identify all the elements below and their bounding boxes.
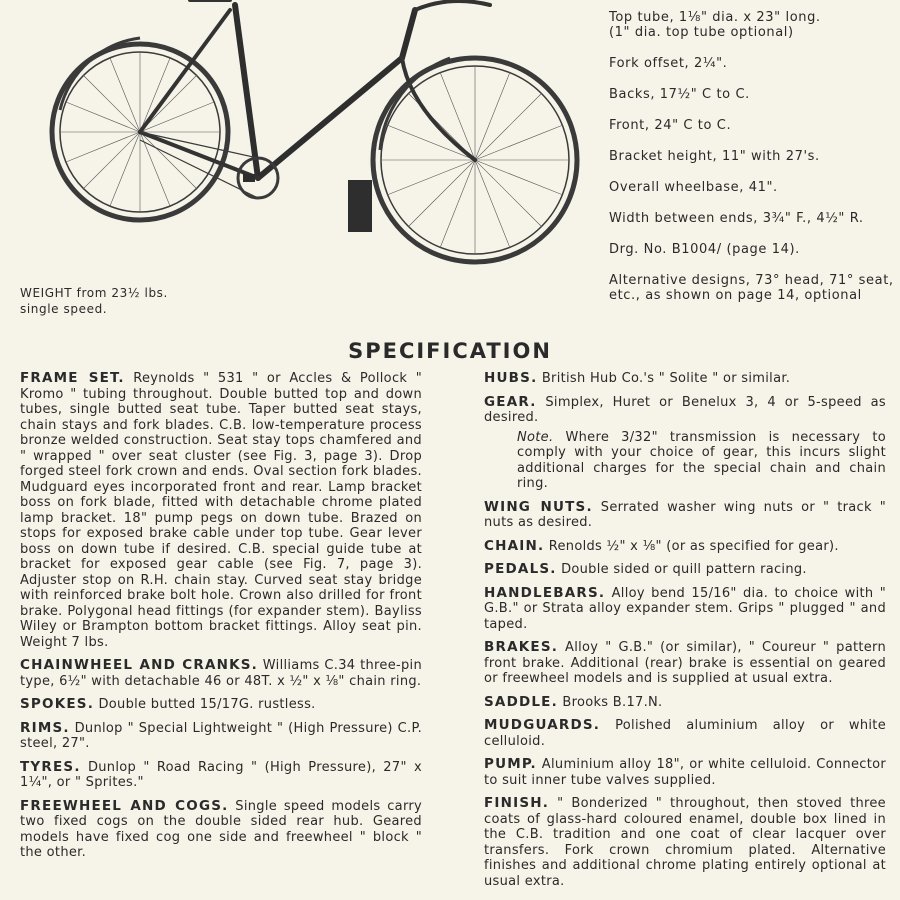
mudflap — [348, 180, 372, 232]
geometry-item: Bracket height, 11" with 27's. — [609, 149, 820, 164]
geometry-item: Fork offset, 2¼". — [609, 56, 728, 71]
geometry-item: Overall wheelbase, 41". — [609, 180, 778, 195]
spec-mudguards: MUDGUARDS. Polished aluminium alloy or white celluloid. — [484, 717, 887, 749]
spec-frame-set: FRAME SET. Reynolds " 531 " or Accles & Pollock " Kromo " tubing throughout. Double butted top and down tubes, single butted seat tube. Taper butted seat stays, chain stays and fork blades. C.B. low-temperature process bronze welded construction. Seat stay tops chamfered and " wrapped " over seat cluster (see Fig. 3, page 3). Drop forged steel fork crown and ends. Oval section fork blades. Mudguard eyes incorporated front and rear. Lamp bracket boss on fork blade, fitted with detachable chrome plated lamp bracket. 18" pump pegs on down tube. Brazed on stops for exposed brake cable under top tube. Gear lever boss on down tube if desired. C.B. special guide tube at bracket for exposed gear cable (see Fig. 7, page 3). Adjuster stop on R.H. chain stay. Curved seat stay bridge with reinforced brake bolt hole. Crown also drilled for front brake. Polygonal head fittings (for expander stem). Bayliss Wiley or Brampton bottom bracket fittings. Alloy seat pin. Weight 7 lbs. — [20, 370, 423, 650]
spec-saddle: SADDLE. Brooks B.17.N. — [484, 693, 663, 710]
weight-caption: WEIGHT from 23½ lbs. single speed. — [20, 286, 168, 316]
spec-tyres: TYRES. Dunlop " Road Racing " (High Pressure), 27" x 1¼", or " Sprites." — [20, 758, 422, 790]
geometry-item: Front, 24" C to C. — [609, 118, 732, 133]
spec-pump: PUMP. Aluminium alloy 18", or white celluloid. Connector to suit inner tube valves supplied. — [484, 756, 887, 788]
spec-handlebars: HANDLEBARS. Alloy bend 15/16" dia. to choice with " G.B." or Strata alloy expander stem. Grips " plugged " and taped. — [484, 584, 887, 632]
spec-wing-nuts: WING NUTS. Serrated washer wing nuts or " track " nuts as desired. — [484, 498, 886, 530]
geometry-item: Backs, 17½" C to C. — [609, 87, 750, 102]
spec-pedals: PEDALS. Double sided or quill pattern racing. — [484, 561, 807, 577]
spec-gear: GEAR. Simplex, Huret or Benelux 3, 4 or 5-speed as desired. — [484, 393, 886, 425]
spec-column-right — [484, 371, 886, 897]
page-title: SPECIFICATION — [348, 339, 552, 363]
head-tube — [402, 10, 415, 58]
geometry-item: Alternative designs, 73° head, 71° seat, etc., as shown on page 14, optional — [609, 273, 894, 303]
spec-chainwheel: CHAINWHEEL AND CRANKS. Williams C.34 three-pin type, 6½" with detachable 46 or 48T. x ½" x ⅛" chain ring. — [20, 657, 422, 689]
spec-spokes: SPOKES. Double butted 15/17G. rustless. — [20, 696, 316, 712]
spec-finish: FINISH. " Bonderized " throughout, then stoved three coats of glass-hard coloured enamel, double box lined in the C.B. tradition and one coat of clear lacquer over transfers. Fork crown chromium plated. Alternative finishes and additional chrome plating entirely optional at usual extra. — [484, 795, 886, 889]
geometry-item: Width between ends, 3¾" F., 4½" R. — [609, 211, 864, 226]
spec-brakes: BRAKES. Alloy " G.B." (or similar), " Coureur " pattern front brake. Additional (rear) brake is essential on geared or freewheel models and is supplied at usual extra. — [484, 639, 887, 686]
gear-note: Note. Where 3/32" transmission is necessary to comply with your choice of gear, this incurs slight additional charges for the special chain and chain ring. — [517, 429, 886, 491]
geometry-list — [609, 10, 894, 319]
geometry-item: Top tube, 1⅛" dia. x 23" long. (1" dia. top tube optional) — [609, 10, 821, 40]
bicycle-photo — [30, 0, 590, 280]
spec-freewheel: FREEWHEEL AND COGS. Single speed models carry two fixed cogs on the double sided rear hub. Geared models have fixed cog one side and freewheel " block " the other. — [20, 797, 423, 860]
seat-tube — [235, 5, 258, 178]
spec-rims: RIMS. Dunlop " Special Lightweight " (High Pressure) C.P. steel, 27". — [20, 719, 423, 751]
spec-column-left — [20, 371, 422, 869]
spec-chain: CHAIN. Renolds ½" x ⅛" (or as specified for gear). — [484, 537, 839, 554]
spec-hubs: HUBS. British Hub Co.'s " Solite " or similar. — [484, 370, 791, 386]
geometry-item: Drg. No. B1004/ (page 14). — [609, 242, 800, 257]
